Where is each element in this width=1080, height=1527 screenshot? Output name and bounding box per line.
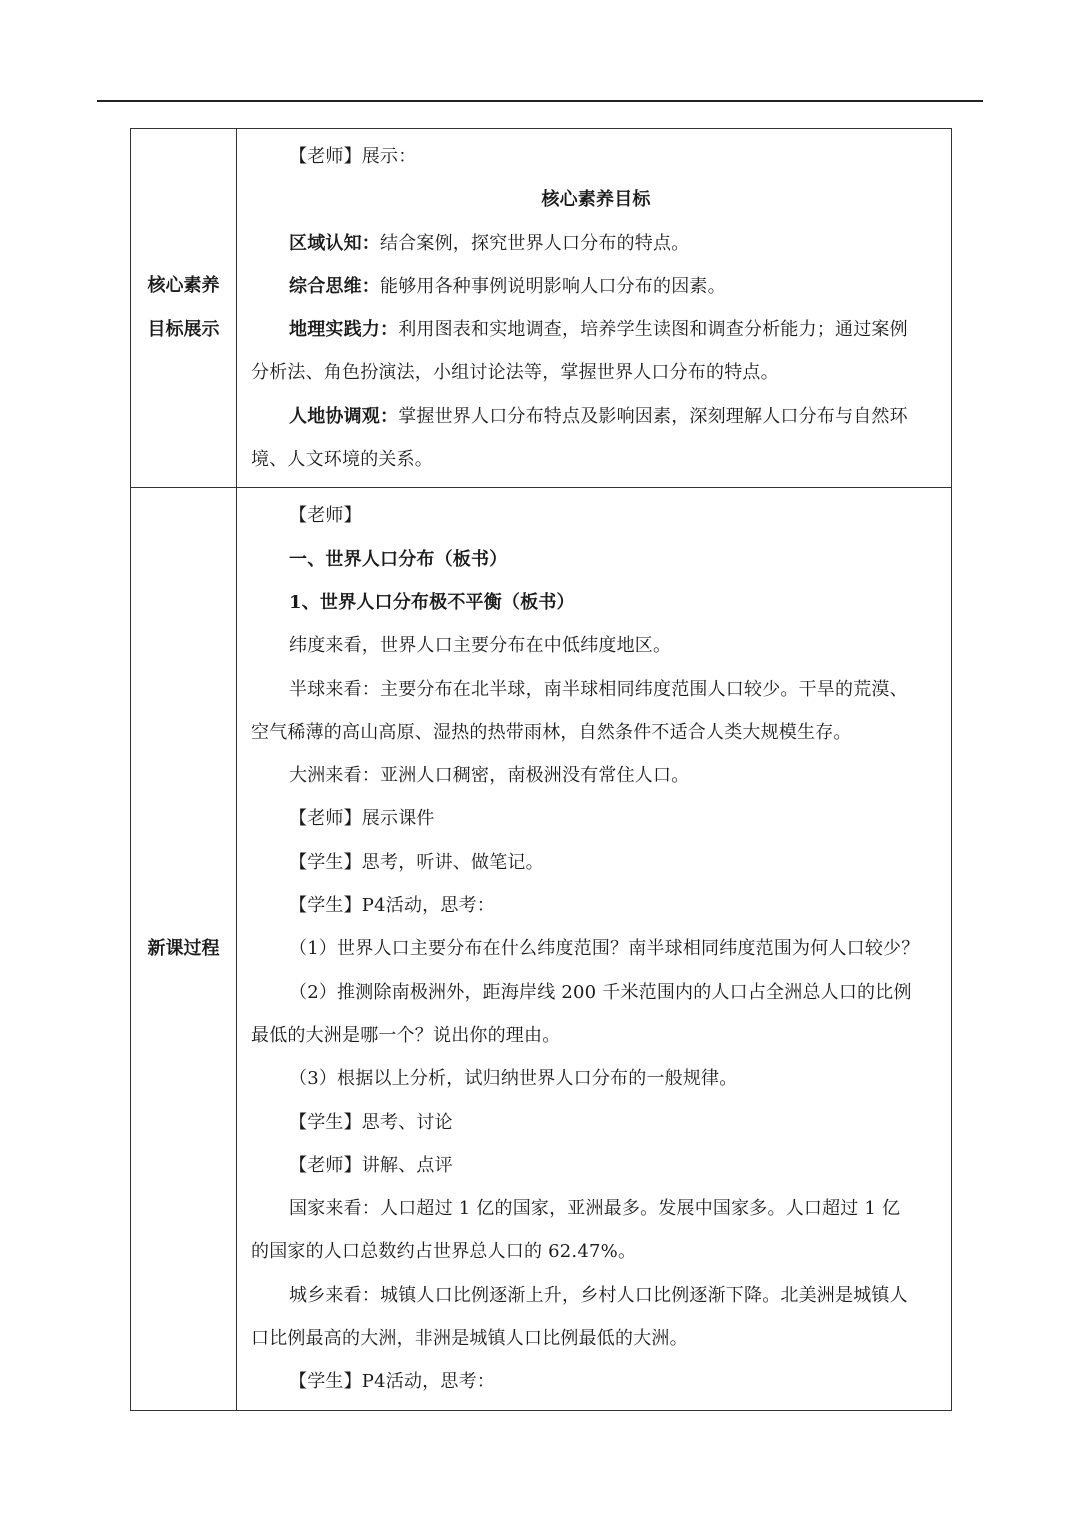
goal-term: 综合思维： [289, 275, 380, 297]
goal-text: 利用图表和实地调查，培养学生读图和调查分析能力；通过案例 [398, 319, 908, 341]
table-row-core-literacy [131, 129, 952, 488]
row-label-new-lesson [131, 488, 237, 1410]
lesson-line: （3）根据以上分析，试归纳世界人口分布的一般规律。 [289, 1068, 738, 1090]
lesson-plan-table [130, 128, 952, 1411]
goal-geo-practice-cont: 分析法、角色扮演法，小组讨论法等，掌握世界人口分布的特点。 [251, 362, 779, 384]
goal-text: 能够用各种事例说明影响人口分布的因素。 [380, 275, 726, 297]
lesson-line: 【学生】P4活动，思考： [289, 1371, 495, 1393]
lesson-line: 【学生】P4活动，思考： [289, 895, 495, 917]
lesson-line: 国家来看：人口超过 1 亿的国家，亚洲最多。发展中国家多。人口超过 1 亿 [289, 1198, 901, 1220]
lesson-line: 【学生】思考、讨论 [289, 1111, 453, 1133]
goal-human-earth-cont: 境、人文环境的关系。 [251, 449, 433, 471]
label-line: 新课过程 [147, 937, 220, 959]
lesson-line: 纬度来看，世界人口主要分布在中低纬度地区。 [289, 635, 672, 657]
lesson-line: （1）世界人口主要分布在什么纬度范围？南半球相同纬度范围为何人口较少？ [289, 938, 920, 960]
goal-regional-cognition [251, 222, 941, 265]
new-lesson-content [237, 488, 952, 1410]
table-row-new-lesson [131, 488, 952, 1410]
lesson-line: 一、世界人口分布（板书） [289, 548, 508, 570]
row-label-core-literacy [131, 129, 237, 488]
lesson-line: 大洲来看：亚洲人口稠密，南极洲没有常住人口。 [289, 765, 690, 787]
lesson-line: 口比例最高的大洲，非洲是城镇人口比例最低的大洲。 [251, 1328, 688, 1350]
lesson-line: 【老师】讲解、点评 [289, 1154, 453, 1176]
lesson-line: 最低的大洲是哪一个？说出你的理由。 [251, 1024, 561, 1046]
lesson-line: 半球来看：主要分布在北半球，南半球相同纬度范围人口较少。干旱的荒漠、 [289, 678, 908, 700]
lesson-line: 【学生】思考，听讲、做笔记。 [289, 851, 544, 873]
lesson-line: （2）推测除南极洲外，距海岸线 200 千米范围内的人口占全洲总人口的比例 [289, 981, 912, 1003]
goal-geo-practice [251, 308, 941, 351]
header-rule [97, 100, 983, 102]
lesson-line: 1、世界人口分布极不平衡（板书） [289, 591, 575, 613]
goal-integrated-thinking [251, 265, 941, 308]
goal-text: 结合案例，探究世界人口分布的特点。 [380, 232, 690, 254]
goal-human-earth [251, 395, 941, 438]
goal-term: 人地协调观： [289, 405, 399, 427]
goal-term: 地理实践力： [289, 319, 399, 341]
teacher-intro: 【老师】展示： [289, 146, 417, 167]
label-line: 核心素养 [147, 275, 220, 297]
goal-term: 区域认知： [289, 232, 380, 254]
lesson-line: 空气稀薄的高山高原、湿热的热带雨林，自然条件不适合人类大规模生存。 [251, 721, 852, 743]
goal-text: 掌握世界人口分布特点及影响因素，深刻理解人口分布与自然环 [398, 405, 908, 427]
label-line: 目标展示 [147, 319, 220, 341]
lesson-line: 的国家的人口总数约占世界总人口的 62.47%。 [251, 1241, 637, 1263]
lesson-line: 城乡来看：城镇人口比例逐渐上升，乡村人口比例逐渐下降。北美洲是城镇人 [289, 1284, 908, 1306]
lesson-line: 【老师】展示课件 [289, 808, 435, 830]
core-literacy-content [237, 129, 952, 488]
lesson-line: 【老师】 [289, 505, 362, 527]
section-heading: 核心素养目标 [541, 189, 651, 211]
